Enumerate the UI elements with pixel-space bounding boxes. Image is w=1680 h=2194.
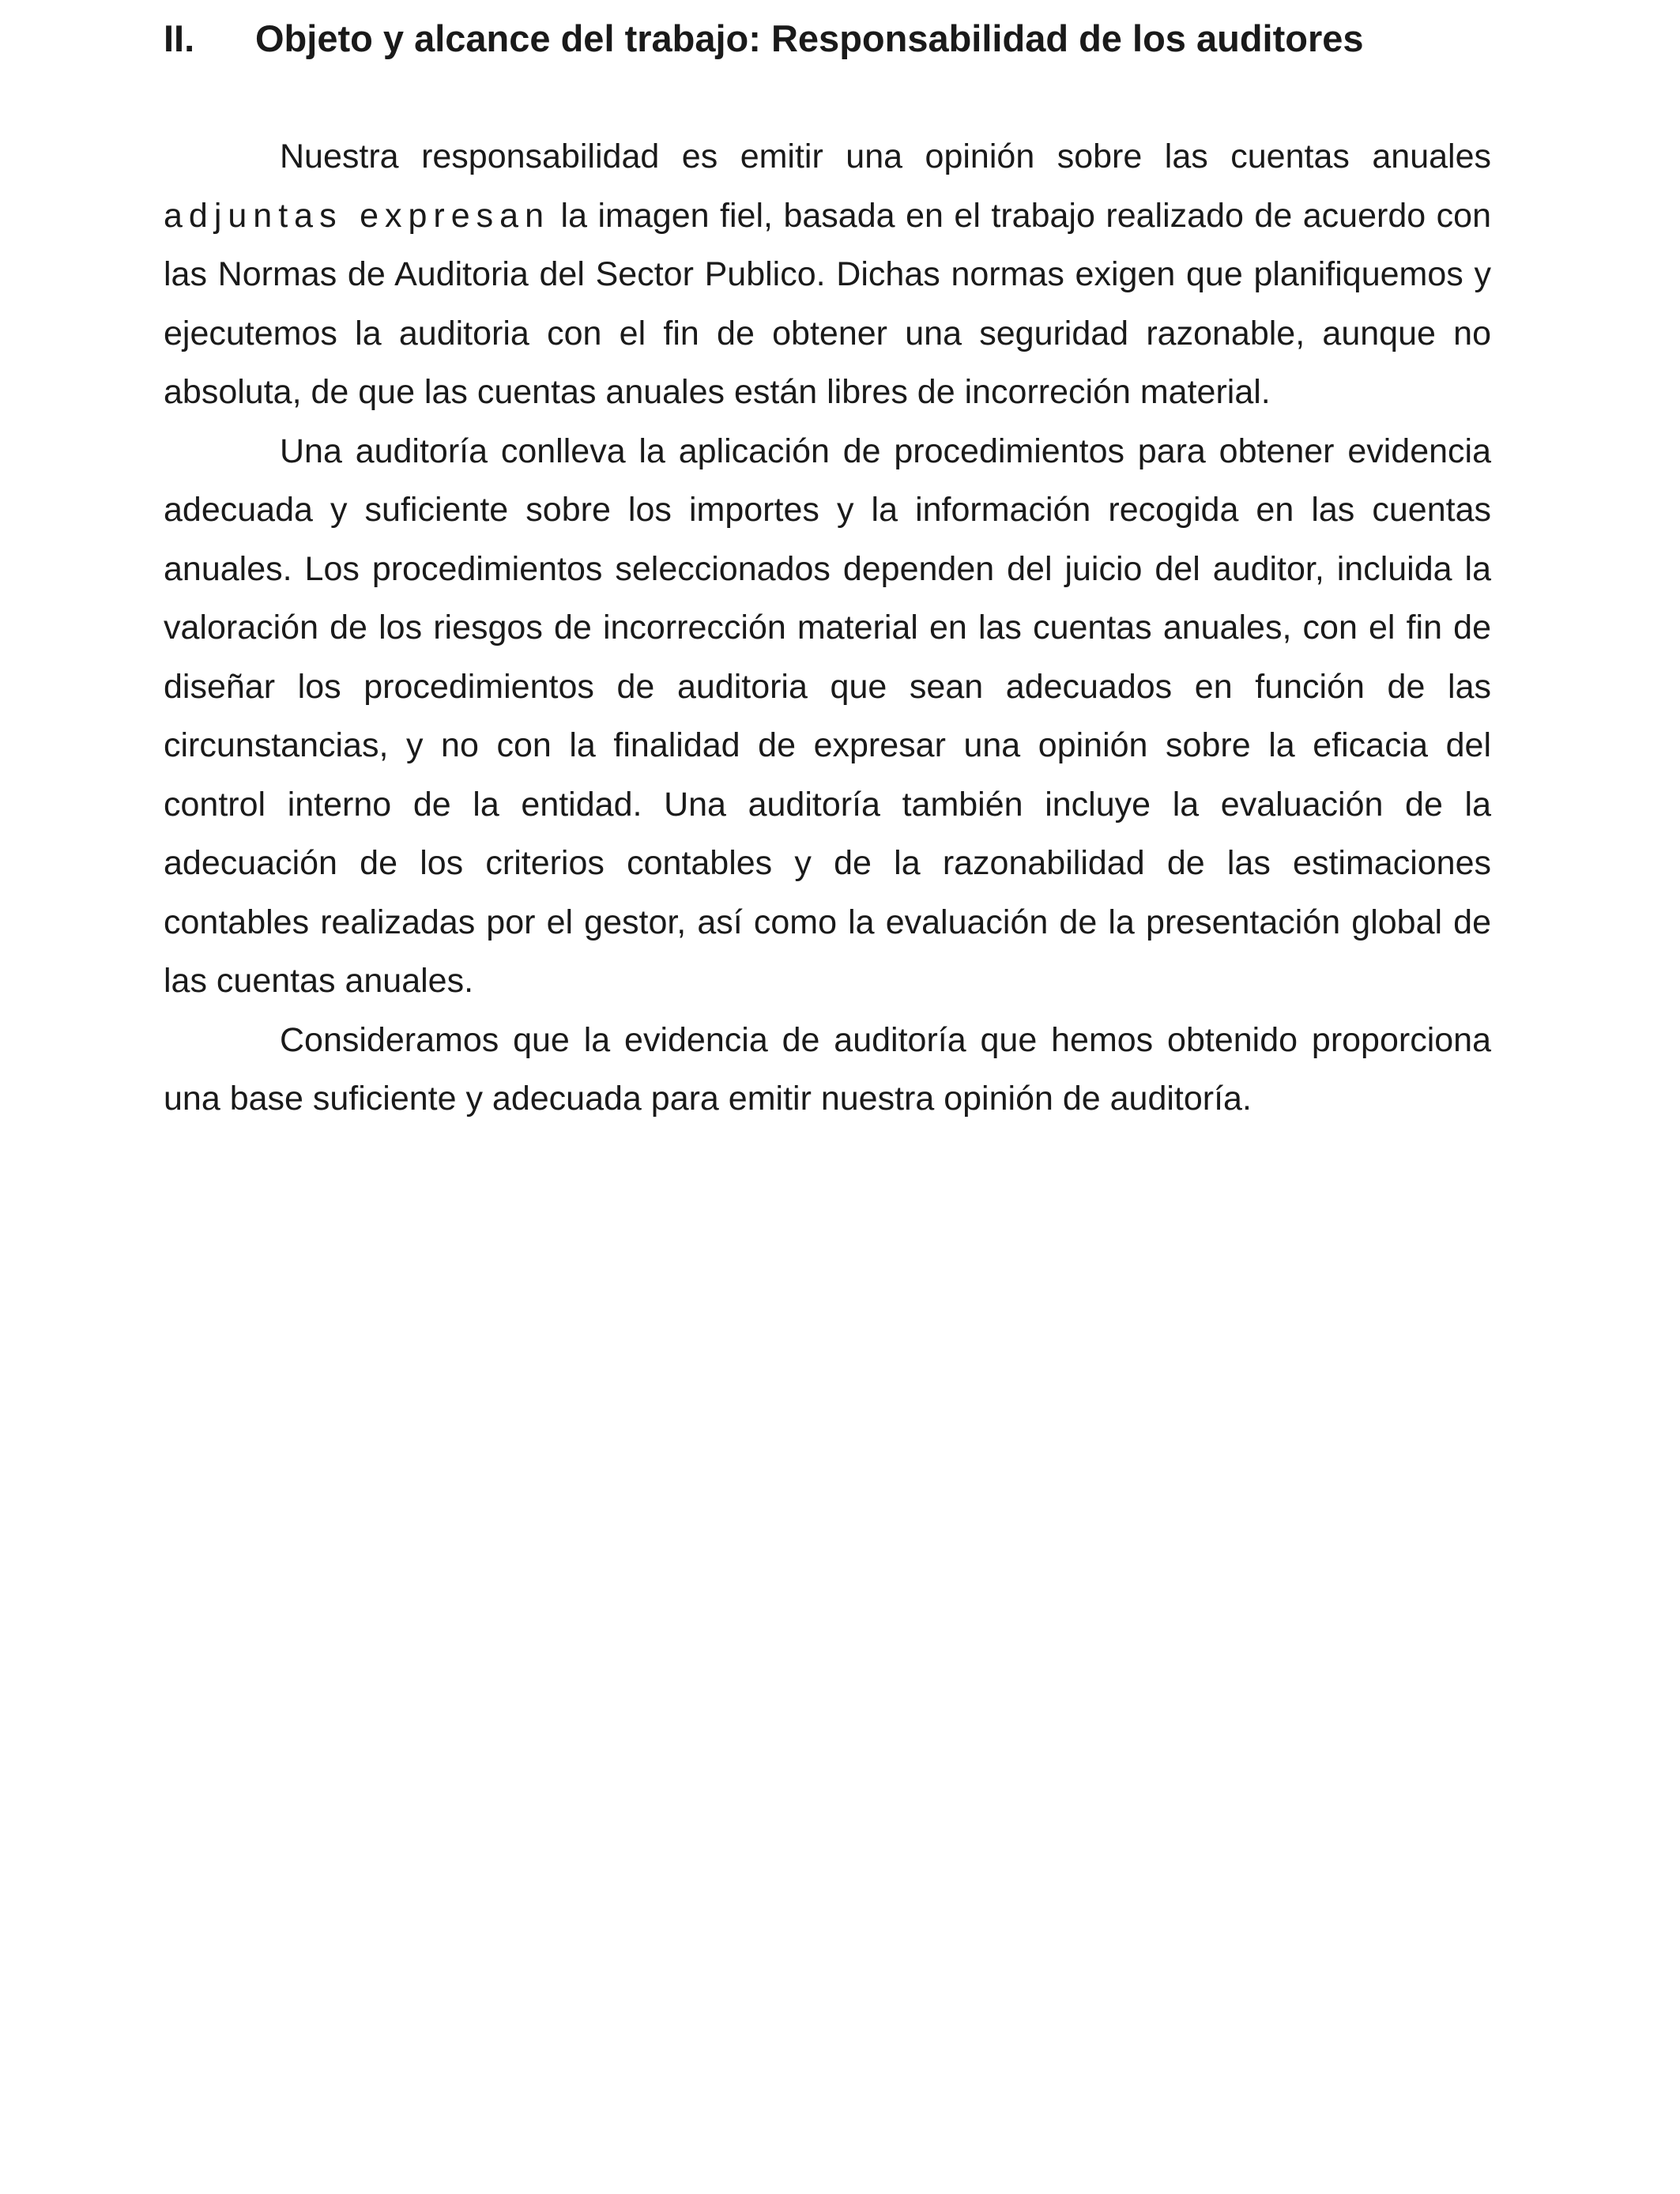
- section-title: Objeto y alcance del trabajo: Responsabilidad de los auditores: [255, 17, 1364, 59]
- paragraph-audit-procedures: Una auditoría conlleva la aplicación de procedimientos para obtener evidencia adecuada y suficiente sobre los importes y la información recogida en las cuentas anuales. Los procedimientos seleccionados dependen del juicio del auditor, incluida la valoración de los riesgos de incorrección material en las cuentas anuales, con el fin de diseñar los procedimientos de auditoria que sean adecuados en función de las circunstancias, y no con la finalidad de expresar una opinión sobre la eficacia del control interno de la entidad. Una auditoría también incluye la evaluación de la adecuación de los criterios contables y de la razonabilidad de las estimaciones contables realizadas por el gestor, así como la evaluación de la presentación global de las cuentas anuales.: [164, 432, 1491, 1000]
- paragraph-responsibility-end: la imagen fiel, basada en el trabajo realizado de acuerdo con las Normas de Auditoria del Sector Publico. Dichas normas exigen que planifiquemos y ejecutemos la auditoria con el fin de obtener una seguridad razonable, aunque no absoluta, de que las cuentas anuales están libres de incorreción material.: [164, 196, 1491, 411]
- paragraph-conclusion: Consideramos que la evidencia de auditoría que hemos obtenido proporciona una base suficiente y adecuada para emitir nuestra opinión de auditoría.: [164, 1020, 1491, 1118]
- paragraph-responsibility: [164, 127, 1491, 422]
- section-number: II.: [164, 17, 195, 59]
- document-body: [164, 127, 1491, 1129]
- paragraph-responsibility-spaced: adjuntas expresan: [164, 196, 550, 235]
- section-heading: [164, 11, 1507, 66]
- paragraph-responsibility-start: Nuestra responsabilidad es emitir una opinión sobre las cuentas anuales: [280, 138, 1491, 175]
